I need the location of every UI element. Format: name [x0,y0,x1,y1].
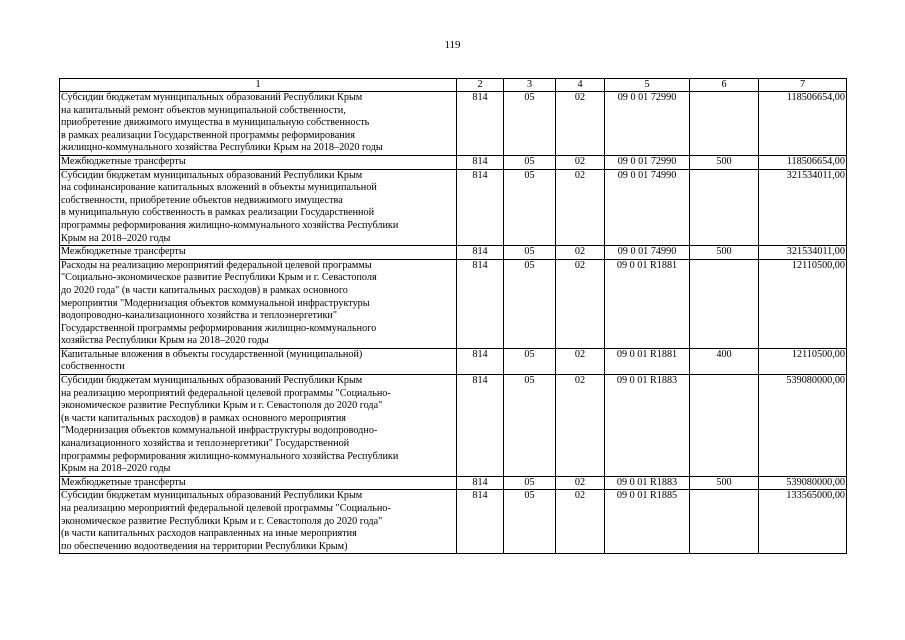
row-target-code: 09 0 01 R1885 [605,490,690,554]
row-ministry: 814 [457,259,504,348]
row-section: 05 [504,246,556,260]
row-amount: 321534011,00 [759,169,847,246]
row-description: Расходы на реализацию мероприятий федеральной целевой программы "Социально-экономическое развитие Республики Крым и г. Севастополя до 2020 года" (в части капитальных расходов) в рамках основного мероприятия "Модернизация объектов коммунальной инфраструктуры водопроводно-канализационного хозяйства и теплоэнергетики" Государственной программы реформирования жилищно-коммунального хозяйства Республики Крым на 2018–2020 годы [60,259,457,348]
row-ministry: 814 [457,169,504,246]
row-amount: 118506654,00 [759,155,847,169]
table-row [60,246,847,260]
row-expense-type: 500 [690,476,759,490]
row-expense-type [690,490,759,554]
table-row [60,490,847,554]
row-amount: 133565000,00 [759,490,847,554]
row-description: Субсидии бюджетам муниципальных образований Республики Крым на реализацию мероприятий федеральной целевой программы "Социально- экономическое развитие Республики Крым и г. Севастополя до 2020 года" (в части капитальных расходов) в рамках основного мероприятия "Модернизация объектов коммунальной инфраструктуры водопроводно- канализационного хозяйства и теплоэнергетики" Государственной программы реформирования жилищно-коммунального хозяйства Республики Крым на 2018–2020 годы [60,375,457,477]
row-expense-type: 500 [690,246,759,260]
table-row [60,348,847,374]
row-subsection: 02 [556,259,605,348]
row-subsection: 02 [556,92,605,156]
row-section: 05 [504,92,556,156]
row-subsection: 02 [556,375,605,477]
row-ministry: 814 [457,348,504,374]
row-ministry: 814 [457,155,504,169]
row-ministry: 814 [457,92,504,156]
row-target-code: 09 0 01 74990 [605,246,690,260]
row-target-code: 09 0 01 72990 [605,155,690,169]
row-subsection: 02 [556,476,605,490]
row-expense-type [690,259,759,348]
row-target-code: 09 0 01 R1883 [605,476,690,490]
row-amount: 321534011,00 [759,246,847,260]
table-row [60,375,847,477]
row-description: Межбюджетные трансферты [60,246,457,260]
col-header-4: 4 [556,79,605,92]
row-description: Субсидии бюджетам муниципальных образований Республики Крым на капитальный ремонт объектов муниципальной собственности, приобретение движимого имущества в муниципальную собственность в рамках реализации Государственной программы реформирования жилищно-коммунального хозяйства Республики Крым на 2018–2020 годы [60,92,457,156]
row-section: 05 [504,169,556,246]
row-target-code: 09 0 01 R1881 [605,348,690,374]
table-row [60,169,847,246]
row-description: Межбюджетные трансферты [60,476,457,490]
row-expense-type [690,375,759,477]
table-row [60,259,847,348]
row-subsection: 02 [556,348,605,374]
row-target-code: 09 0 01 74990 [605,169,690,246]
row-section: 05 [504,155,556,169]
row-description: Капитальные вложения в объекты государственной (муниципальной) собственности [60,348,457,374]
row-expense-type: 500 [690,155,759,169]
row-ministry: 814 [457,476,504,490]
row-ministry: 814 [457,375,504,477]
row-subsection: 02 [556,169,605,246]
row-amount: 12110500,00 [759,259,847,348]
col-header-5: 5 [605,79,690,92]
row-target-code: 09 0 01 R1881 [605,259,690,348]
row-target-code: 09 0 01 R1883 [605,375,690,477]
col-header-3: 3 [504,79,556,92]
row-section: 05 [504,490,556,554]
row-subsection: 02 [556,155,605,169]
row-description: Субсидии бюджетам муниципальных образований Республики Крым на реализацию мероприятий федеральной целевой программы "Социально- экономическое развитие Республики Крым и г. Севастополя до 2020 года" (в части капитальных расходов направленных на иные мероприятия по обеспечению водоотведения на территории Республики Крым) [60,490,457,554]
row-section: 05 [504,348,556,374]
page-number: 119 [444,39,461,51]
row-amount: 12110500,00 [759,348,847,374]
col-header-1: 1 [60,79,457,92]
table-row [60,155,847,169]
table-row [60,92,847,156]
header-row [60,79,847,92]
row-amount: 539080000,00 [759,476,847,490]
row-amount: 118506654,00 [759,92,847,156]
row-ministry: 814 [457,490,504,554]
row-section: 05 [504,476,556,490]
row-section: 05 [504,375,556,477]
row-target-code: 09 0 01 72990 [605,92,690,156]
row-section: 05 [504,259,556,348]
row-expense-type [690,92,759,156]
row-description: Субсидии бюджетам муниципальных образований Республики Крым на софинансирование капитальных вложений в объекты муниципальной собственности, приобретение объектов недвижимого имущества в муниципальную собственность в рамках реализации Государственной программы реформирования жилищно-коммунального хозяйства Республики Крым на 2018–2020 годы [60,169,457,246]
col-header-6: 6 [690,79,759,92]
table-row [60,476,847,490]
budget-table [59,78,847,554]
row-amount: 539080000,00 [759,375,847,477]
row-subsection: 02 [556,490,605,554]
col-header-7: 7 [759,79,847,92]
row-ministry: 814 [457,246,504,260]
row-description: Межбюджетные трансферты [60,155,457,169]
col-header-2: 2 [457,79,504,92]
row-subsection: 02 [556,246,605,260]
row-expense-type [690,169,759,246]
row-expense-type: 400 [690,348,759,374]
